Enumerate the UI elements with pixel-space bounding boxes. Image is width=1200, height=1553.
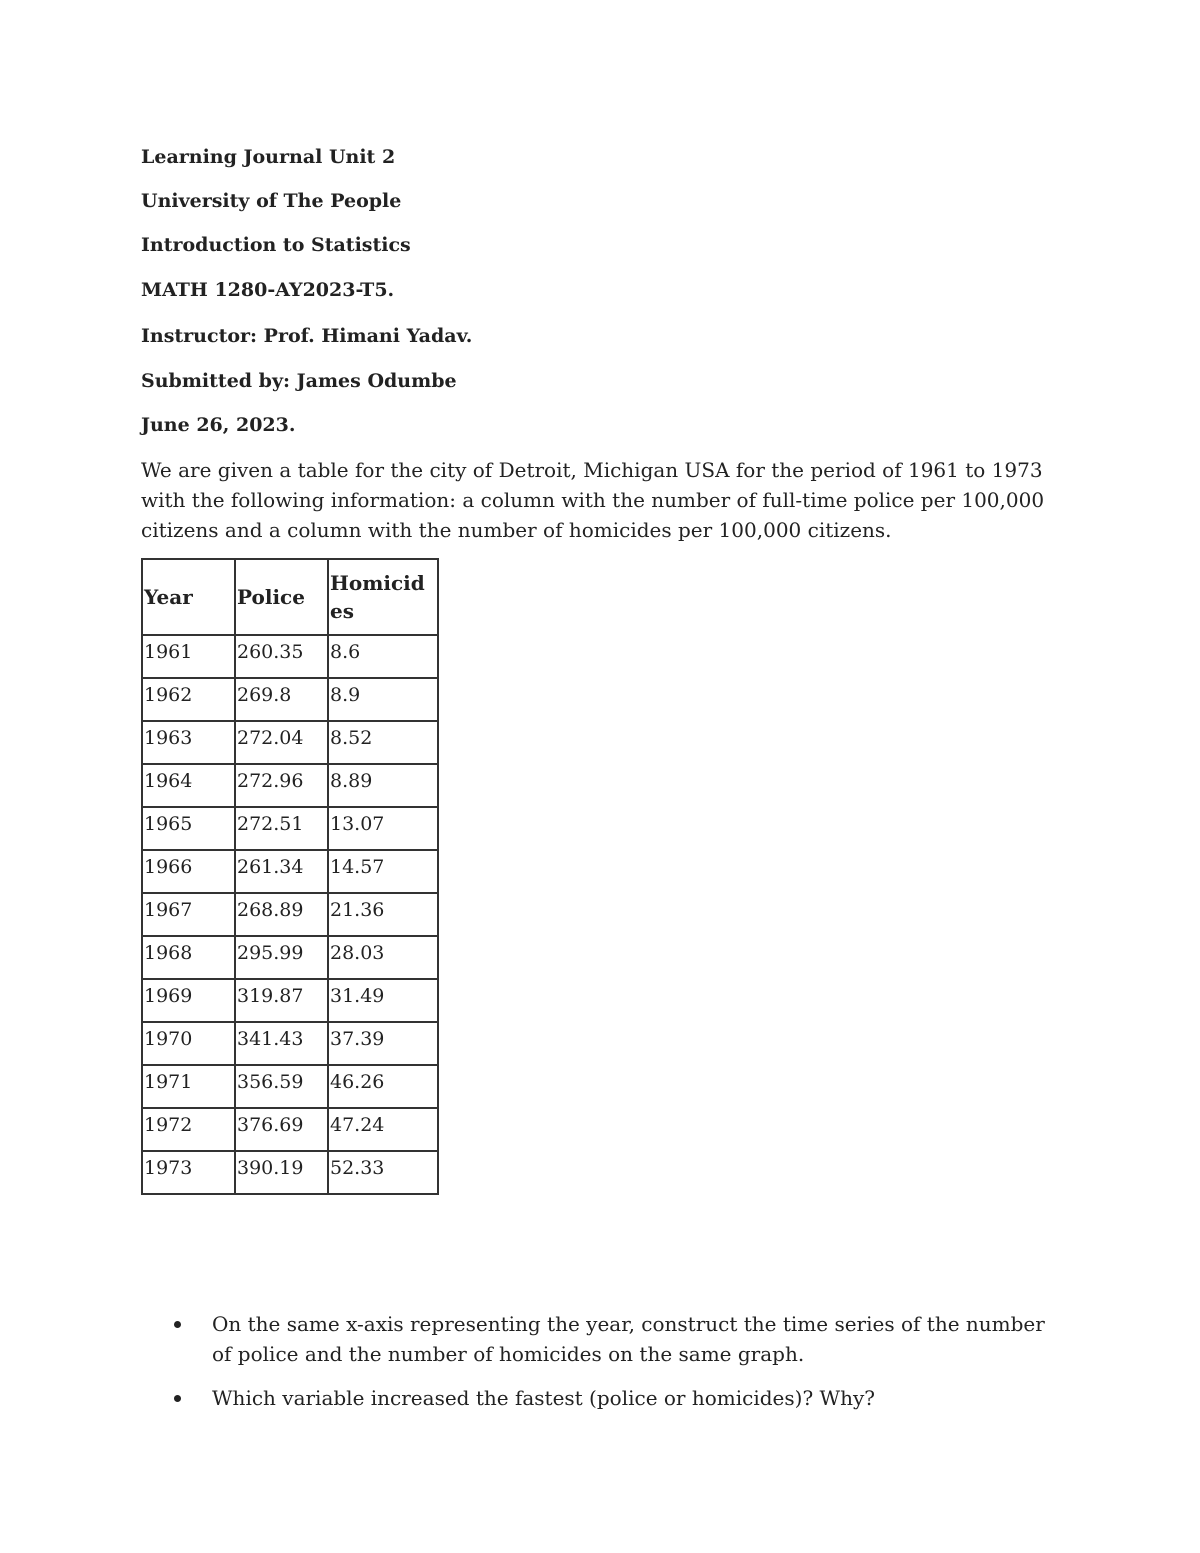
cell-year: 1964	[142, 764, 235, 807]
bullet-icon	[174, 1321, 181, 1328]
table-row	[142, 635, 438, 678]
cell-year: 1963	[142, 721, 235, 764]
journal-title: Learning Journal Unit 2	[141, 146, 396, 168]
table-row	[142, 1065, 438, 1108]
cell-year: 1969	[142, 979, 235, 1022]
cell-year: 1973	[142, 1151, 235, 1194]
table-row	[142, 721, 438, 764]
course-name: Introduction to Statistics	[141, 234, 411, 256]
table-row	[142, 1108, 438, 1151]
cell-year: 1965	[142, 807, 235, 850]
cell-police: 356.59	[235, 1065, 328, 1108]
table-header-row	[142, 559, 438, 635]
table-row	[142, 678, 438, 721]
cell-homicides: 21.36	[328, 893, 438, 936]
cell-homicides: 8.89	[328, 764, 438, 807]
column-header-police: Police	[235, 559, 328, 635]
question-list	[170, 1309, 1050, 1427]
instructor-line: Instructor: Prof. Himani Yadav.	[141, 325, 473, 347]
cell-police: 269.8	[235, 678, 328, 721]
question-text: On the same x-axis representing the year, construct the time series of the number of police and the number of homicides on the same graph.	[212, 1312, 1045, 1366]
cell-year: 1972	[142, 1108, 235, 1151]
submission-date: June 26, 2023.	[141, 414, 296, 436]
cell-homicides: 8.6	[328, 635, 438, 678]
cell-police: 390.19	[235, 1151, 328, 1194]
table-row	[142, 979, 438, 1022]
cell-homicides: 46.26	[328, 1065, 438, 1108]
cell-police: 261.34	[235, 850, 328, 893]
question-text: Which variable increased the fastest (police or homicides)? Why?	[212, 1386, 875, 1410]
table-row	[142, 1151, 438, 1194]
table-row	[142, 807, 438, 850]
university-name: University of The People	[141, 190, 402, 212]
cell-police: 272.51	[235, 807, 328, 850]
cell-homicides: 13.07	[328, 807, 438, 850]
cell-year: 1968	[142, 936, 235, 979]
question-item	[170, 1309, 1050, 1369]
table-row	[142, 936, 438, 979]
cell-homicides: 28.03	[328, 936, 438, 979]
cell-homicides: 47.24	[328, 1108, 438, 1151]
cell-homicides: 8.52	[328, 721, 438, 764]
question-item	[170, 1383, 1050, 1413]
cell-police: 341.43	[235, 1022, 328, 1065]
table-row	[142, 1022, 438, 1065]
cell-police: 260.35	[235, 635, 328, 678]
cell-homicides: 31.49	[328, 979, 438, 1022]
cell-year: 1967	[142, 893, 235, 936]
intro-paragraph: We are given a table for the city of Detroit, Michigan USA for the period of 1961 to 1973 with the following information: a column with the number of full-time police per 100,000 citizens and a column with the number of homicides per 100,000 citizens.	[141, 458, 1045, 542]
column-header-year: Year	[142, 559, 235, 635]
table-row	[142, 764, 438, 807]
cell-year: 1970	[142, 1022, 235, 1065]
cell-homicides: 8.9	[328, 678, 438, 721]
cell-police: 295.99	[235, 936, 328, 979]
table-body	[142, 635, 438, 1194]
cell-police: 376.69	[235, 1108, 328, 1151]
bullet-icon	[174, 1395, 181, 1402]
cell-year: 1961	[142, 635, 235, 678]
table-row	[142, 850, 438, 893]
cell-year: 1971	[142, 1065, 235, 1108]
column-header-homicides: Homicides	[328, 559, 438, 635]
cell-police: 272.04	[235, 721, 328, 764]
cell-year: 1962	[142, 678, 235, 721]
cell-police: 268.89	[235, 893, 328, 936]
cell-homicides: 52.33	[328, 1151, 438, 1194]
cell-police: 319.87	[235, 979, 328, 1022]
course-code: MATH 1280-AY2023-T5.	[141, 279, 395, 301]
cell-homicides: 14.57	[328, 850, 438, 893]
data-table	[141, 558, 439, 1195]
cell-police: 272.96	[235, 764, 328, 807]
submitted-by-line: Submitted by: James Odumbe	[141, 370, 457, 392]
cell-homicides: 37.39	[328, 1022, 438, 1065]
table-row	[142, 893, 438, 936]
cell-year: 1966	[142, 850, 235, 893]
